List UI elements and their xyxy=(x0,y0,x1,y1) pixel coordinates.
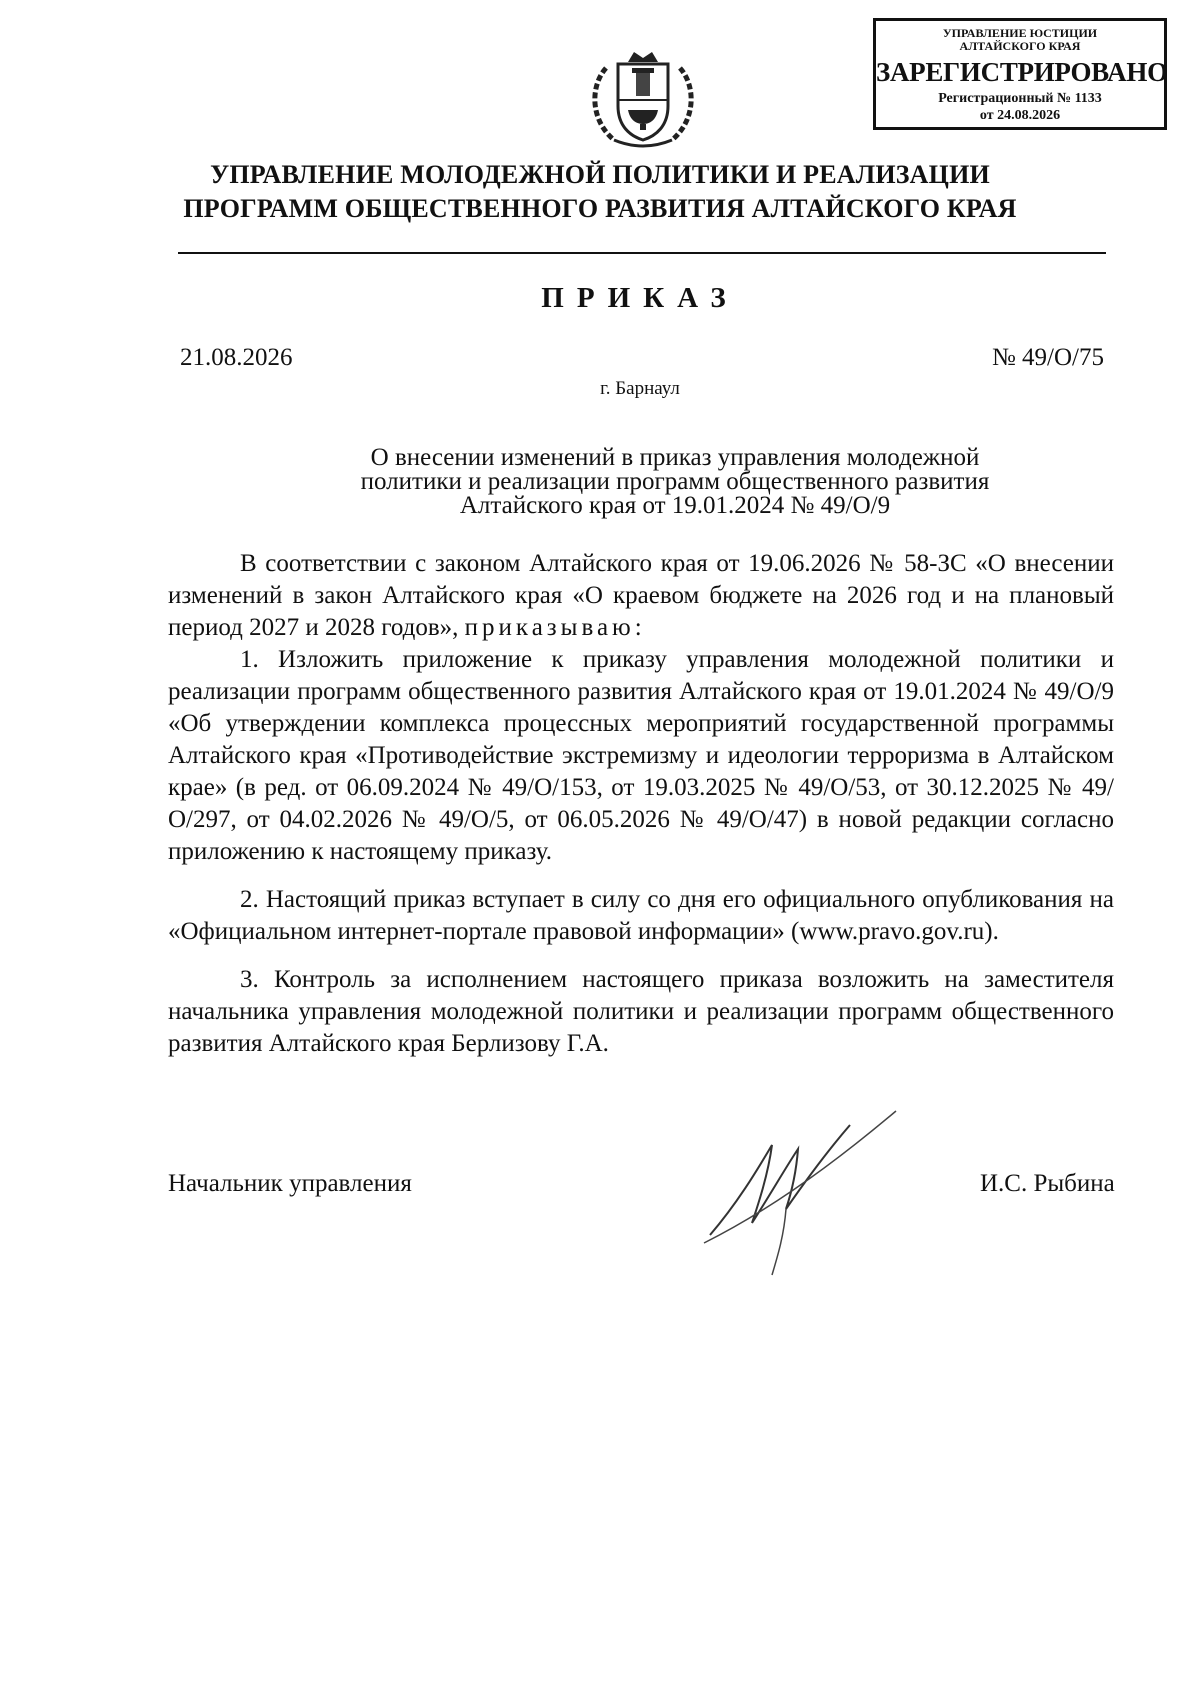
body-item-2: 2. Настоящий приказ вступает в силу со дня его официального опубликования на «Официальном интернет-портале правовой информации» (www.pravo.gov.ru). xyxy=(168,886,1114,945)
preamble-text: В соответствии с законом Алтайского края от 19.06.2026 № 58-ЗС «О внесении изменений в закон Алтайского края «О краевом бюджете на 2026 год и на плановый период 2027 и 2028 годов», xyxy=(168,550,1114,641)
signatory-title: Начальник управления xyxy=(168,1170,412,1197)
document-city: г. Барнаул xyxy=(600,378,680,399)
subject-line-1: О внесении изменений в приказ управления молодежной xyxy=(370,444,980,471)
subject-line-2: политики и реализации программ общественного развития xyxy=(360,468,990,495)
body-item-3: 3. Контроль за исполнением настоящего приказа возложить на заместителя начальника управления молодежной политики и реализации программ общественного развития Алтайского края Берлизову Г.А. xyxy=(168,966,1114,1057)
document-number: № 49/О/75 xyxy=(991,344,1104,371)
stamp-reg-number: Регистрационный № 1133 xyxy=(938,91,1102,106)
header-line-1: УПРАВЛЕНИЕ МОЛОДЕЖНОЙ ПОЛИТИКИ И РЕАЛИЗАЦИИ xyxy=(210,160,990,189)
body-preamble xyxy=(168,548,1114,644)
document-body xyxy=(168,548,1114,1060)
document-date: 21.08.2026 xyxy=(180,344,293,371)
document-subject xyxy=(300,446,1050,518)
stamp-authority-line1: УПРАВЛЕНИЕ ЮСТИЦИИ xyxy=(942,26,1098,40)
organization-header xyxy=(150,158,1050,226)
body-item-1: 1. Изложить приложение к приказу управления молодежной политики и реализации программ общественного развития Алтайского края от 19.01.2024 № 49/О/9 «Об утверждении комплекса процессных мероприятий государственной программы Алтайского края «Противодействие экстремизму и идеологии терроризма в Алтайском крае» (в ред. от 06.09.2024 № 49/О/153, от 19.03.2025 № 49/О/53, от 30.12.2025 № 49/О/297, от 04.02.2026 № 49/О/5, от 06.05.2026 № 49/О/47) в новой редакции согласно приложению к настоящему приказу. xyxy=(168,646,1114,865)
handwritten-signature-icon xyxy=(700,1105,900,1280)
signatory-name: И.С. Рыбина xyxy=(980,1170,1115,1197)
header-line-2: ПРОГРАММ ОБЩЕСТВЕННОГО РАЗВИТИЯ АЛТАЙСКОГО КРАЯ xyxy=(183,194,1017,223)
header-divider xyxy=(178,252,1106,254)
order-word: приказываю: xyxy=(464,614,646,641)
stamp-status: ЗАРЕГИСТРИРОВАНО xyxy=(876,57,1168,87)
subject-line-3: Алтайского края от 19.01.2024 № 49/О/9 xyxy=(459,492,891,519)
document-type: ПРИКАЗ xyxy=(541,282,739,314)
registration-stamp xyxy=(873,18,1167,130)
stamp-reg-date: от 24.08.2026 xyxy=(979,108,1061,123)
coat-of-arms-icon xyxy=(584,48,702,150)
stamp-authority-line2: АЛТАЙСКОГО КРАЯ xyxy=(959,39,1081,53)
